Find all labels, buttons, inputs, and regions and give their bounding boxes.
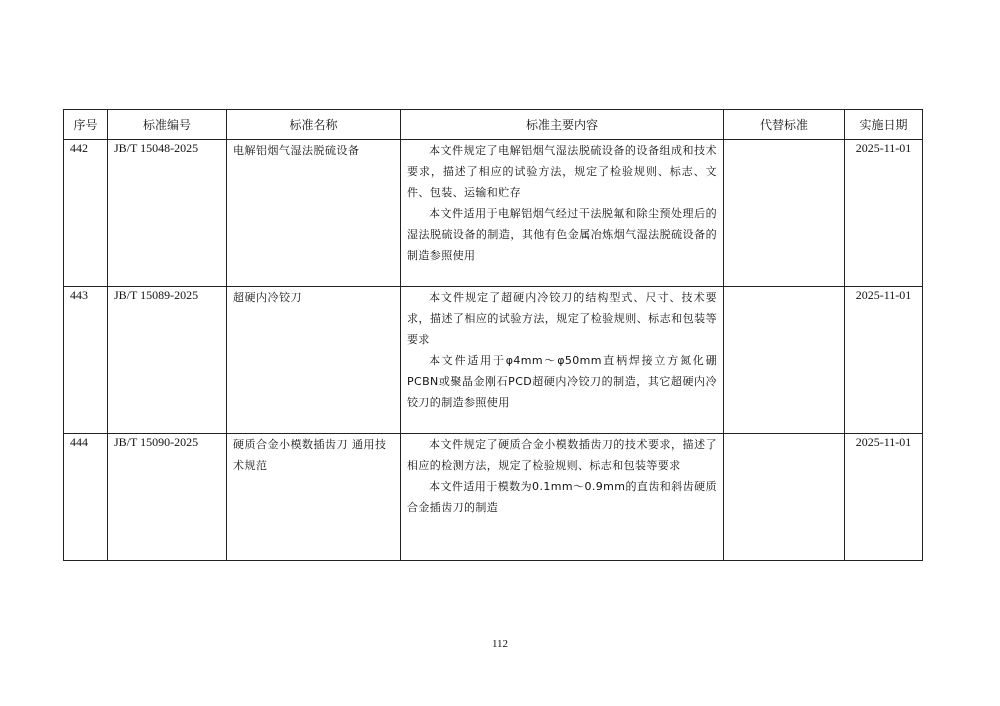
table-row bbox=[64, 287, 923, 434]
row-standard-code: JB/T 15090-2025 bbox=[108, 434, 227, 561]
row-content-scope: 本文件规定了超硬内冷铰刀的结构型式、尺寸、技术要求，描述了相应的试验方法，规定了检验规则、标志和包装等要求 bbox=[407, 291, 717, 346]
row-standard-code: JB/T 15048-2025 bbox=[108, 140, 227, 287]
row-content bbox=[401, 140, 724, 287]
row-content-applicability: 本文件适用于电解铝烟气经过干法脱氟和除尘预处理后的湿法脱硫设备的制造，其他有色金属冶炼烟气湿法脱硫设备的制造参照使用 bbox=[407, 207, 717, 262]
row-date: 2025-11-01 bbox=[845, 434, 923, 561]
row-date: 2025-11-01 bbox=[845, 287, 923, 434]
row-content-applicability: 本文件适用于模数为0.1mm～0.9mm的直齿和斜齿硬质合金插齿刀的制造 bbox=[407, 480, 717, 514]
page-number: 112 bbox=[491, 638, 509, 650]
row-seq: 442 bbox=[64, 140, 108, 287]
row-standard-name: 硬质合金小模数插齿刀 通用技术规范 bbox=[227, 434, 401, 561]
row-seq: 443 bbox=[64, 287, 108, 434]
row-seq: 444 bbox=[64, 434, 108, 561]
row-replaces bbox=[724, 287, 845, 434]
table-row bbox=[64, 140, 923, 287]
header-content: 标准主要内容 bbox=[401, 110, 724, 140]
row-content bbox=[401, 434, 724, 561]
row-content-scope: 本文件规定了硬质合金小模数插齿刀的技术要求，描述了相应的检测方法，规定了检验规则、标志和包装等要求 bbox=[407, 438, 717, 472]
header-replaces: 代替标准 bbox=[724, 110, 845, 140]
table-row bbox=[64, 434, 923, 561]
header-date: 实施日期 bbox=[845, 110, 923, 140]
row-content bbox=[401, 287, 724, 434]
table-header-row bbox=[64, 110, 923, 140]
row-content-applicability: 本文件适用于φ4mm～φ50mm直柄焊接立方氮化硼PCBN或聚晶金刚石PCD超硬内冷铰刀的制造，其它超硬内冷铰刀的制造参照使用 bbox=[407, 354, 717, 409]
standards-table bbox=[63, 109, 923, 561]
row-standard-name: 电解铝烟气湿法脱硫设备 bbox=[227, 140, 401, 287]
row-standard-code: JB/T 15089-2025 bbox=[108, 287, 227, 434]
row-replaces bbox=[724, 434, 845, 561]
header-name: 标准名称 bbox=[227, 110, 401, 140]
header-seq: 序号 bbox=[64, 110, 108, 140]
row-standard-name: 超硬内冷铰刀 bbox=[227, 287, 401, 434]
row-date: 2025-11-01 bbox=[845, 140, 923, 287]
row-content-scope: 本文件规定了电解铝烟气湿法脱硫设备的设备组成和技术要求，描述了相应的试验方法，规定了检验规则、标志、文件、包装、运输和贮存 bbox=[407, 144, 717, 199]
row-replaces bbox=[724, 140, 845, 287]
header-code: 标准编号 bbox=[108, 110, 227, 140]
